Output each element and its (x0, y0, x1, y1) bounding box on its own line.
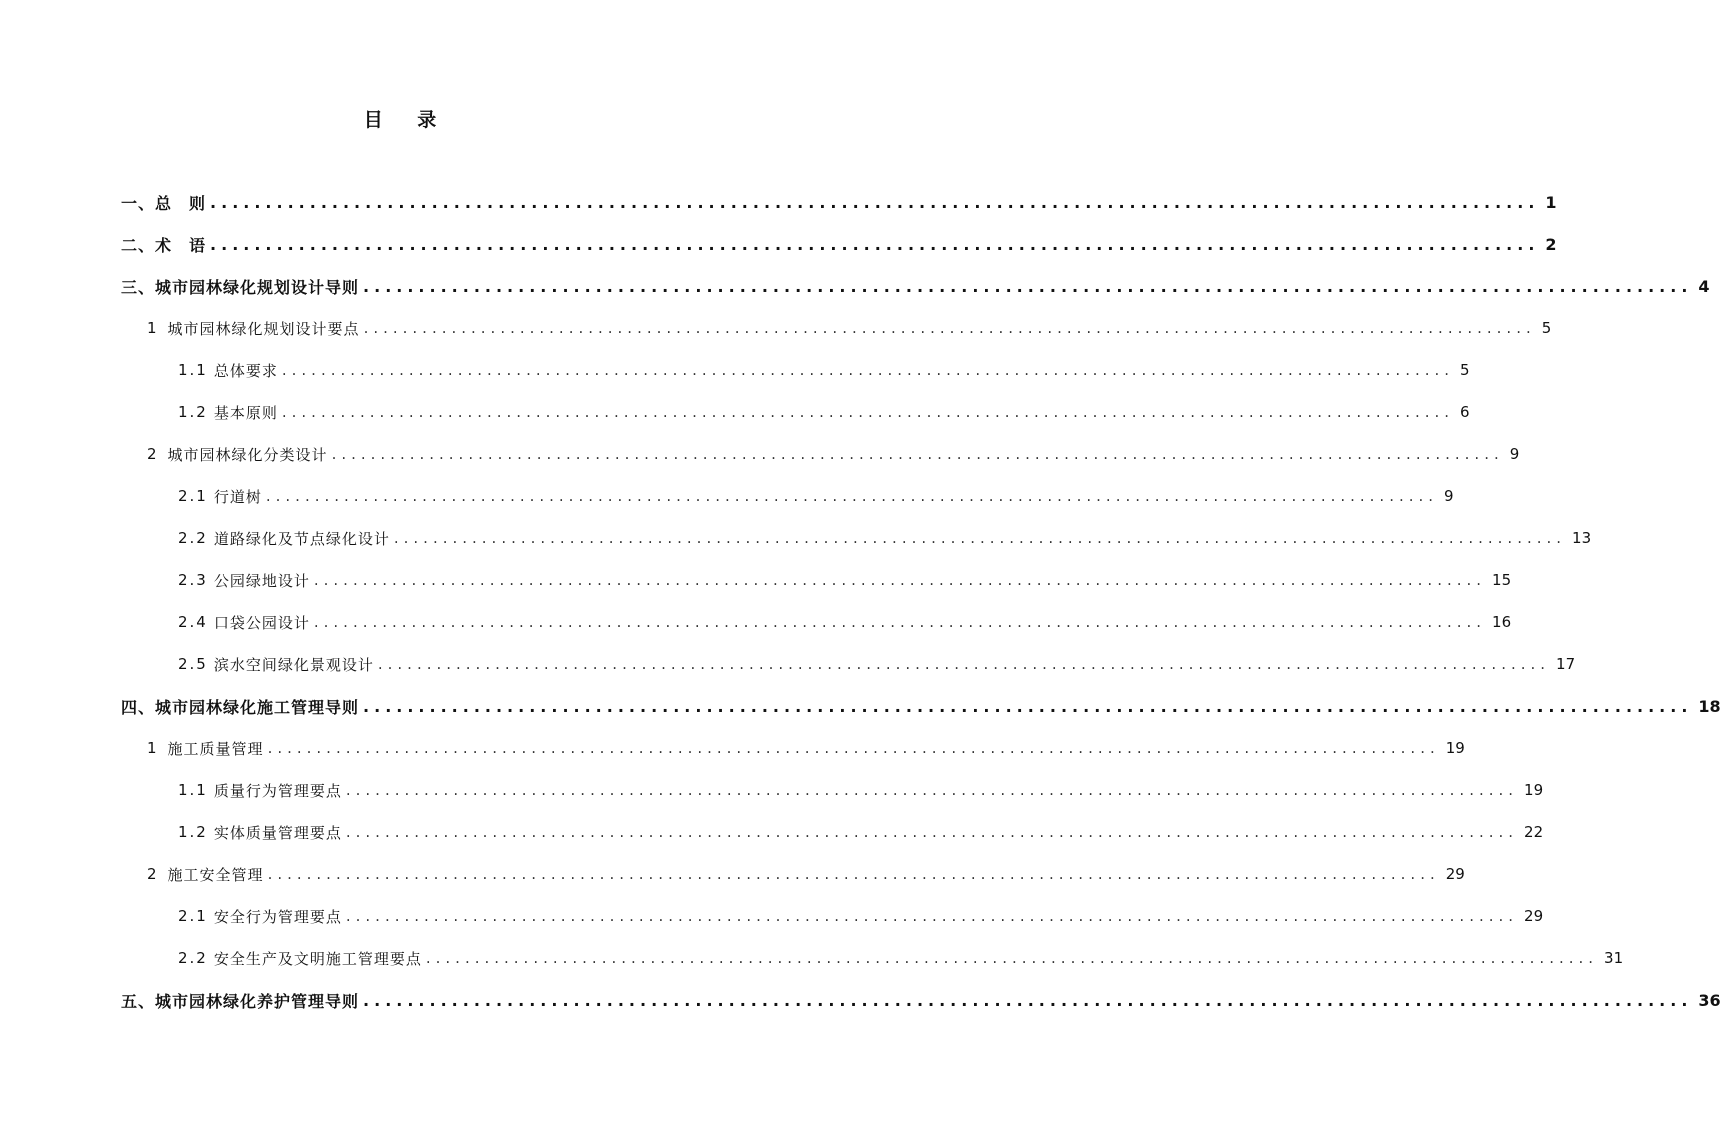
toc-dot-leader: ........................................................................................................................ (331, 445, 1504, 463)
toc-entry-title: 城市园林绿化养护管理导则 (155, 991, 360, 1011)
toc-entry-number: 1.2 (178, 403, 208, 421)
toc-entry-number: 1.1 (178, 781, 208, 799)
toc-entry[interactable] (0, 475, 1454, 517)
toc-entry-page-number: 6 (1460, 403, 1470, 421)
toc-dot-leader: ........................................................................................................................ (267, 739, 1440, 757)
toc-entry[interactable] (0, 769, 1544, 811)
toc-dot-leader: ........................................................................................................................ (363, 990, 1693, 1010)
toc-entry-number: 1 (147, 319, 158, 337)
toc-entry-number: 1.2 (178, 823, 208, 841)
toc-entry-page-number: 9 (1444, 487, 1454, 505)
toc-dot-leader: ........................................................................................................................ (345, 823, 1519, 841)
toc-entry-page-number: 19 (1524, 781, 1544, 799)
toc-entry-page-number: 13 (1572, 529, 1592, 547)
toc-entry[interactable] (0, 433, 1520, 475)
toc-entry-title: 施工安全管理 (167, 865, 264, 884)
toc-entry-number: 一、 (121, 193, 156, 213)
toc-dot-leader: ........................................................................................................................ (265, 487, 1439, 505)
toc-dot-leader: ........................................................................................................................ (267, 865, 1440, 883)
toc-entry-page-number: 29 (1445, 865, 1465, 883)
table-of-contents (0, 181, 1721, 1021)
toc-entry-page-number: 16 (1492, 613, 1512, 631)
toc-entry-page-number: 18 (1698, 696, 1721, 716)
toc-entry[interactable] (0, 307, 1552, 349)
toc-entry-page-number: 17 (1556, 655, 1576, 673)
toc-entry-page-number: 4 (1698, 276, 1710, 296)
toc-dot-leader: ........................................................................................................................ (377, 655, 1551, 673)
toc-entry-page-number: 19 (1445, 739, 1465, 757)
toc-entry[interactable] (0, 517, 1592, 559)
toc-entry-number: 四、 (121, 697, 156, 717)
toc-entry-number: 2.2 (178, 529, 208, 547)
toc-dot-leader: ........................................................................................................................ (393, 529, 1567, 547)
toc-entry-title: 基本原则 (213, 403, 278, 422)
toc-entry-title: 城市园林绿化分类设计 (167, 445, 328, 464)
toc-dot-leader: ........................................................................................................................ (313, 571, 1487, 589)
toc-entry[interactable] (0, 181, 1557, 223)
toc-entry-title: 施工质量管理 (167, 739, 264, 758)
toc-entry-number: 2.1 (178, 487, 208, 505)
toc-entry-number: 2.2 (178, 949, 208, 967)
toc-entry-title: 安全行为管理要点 (213, 907, 342, 926)
toc-dot-leader: ........................................................................................................................ (425, 949, 1599, 967)
toc-entry-page-number: 5 (1541, 319, 1552, 337)
toc-entry[interactable] (0, 853, 1465, 895)
toc-entry-number: 1 (147, 739, 158, 757)
toc-entry-title: 总体要求 (213, 361, 278, 380)
toc-entry-title: 城市园林绿化规划设计要点 (167, 319, 360, 338)
toc-dot-leader: ........................................................................................................................ (313, 613, 1487, 631)
toc-dot-leader: ........................................................................................................................ (363, 276, 1693, 296)
toc-entry[interactable] (0, 559, 1512, 601)
toc-entry[interactable] (0, 223, 1557, 265)
toc-entry-title: 术 语 (155, 235, 207, 255)
toc-entry-title: 总 则 (155, 193, 207, 213)
toc-entry[interactable] (0, 895, 1544, 937)
toc-entry-number: 2.4 (178, 613, 208, 631)
toc-entry-number: 2.5 (178, 655, 208, 673)
toc-entry-page-number: 2 (1545, 234, 1557, 254)
toc-entry[interactable] (0, 265, 1710, 307)
toc-dot-leader: ........................................................................................................................ (210, 192, 1540, 212)
toc-entry-title: 质量行为管理要点 (213, 781, 342, 800)
toc-entry-number: 2 (147, 865, 158, 883)
toc-entry-page-number: 5 (1460, 361, 1470, 379)
toc-entry-title: 行道树 (213, 487, 262, 506)
toc-entry-number: 2 (147, 445, 158, 463)
toc-dot-leader: ........................................................................................................................ (363, 319, 1536, 337)
toc-entry[interactable] (0, 811, 1544, 853)
toc-entry[interactable] (0, 601, 1512, 643)
toc-entry[interactable] (0, 685, 1721, 727)
toc-entry-title: 滨水空间绿化景观设计 (213, 655, 374, 674)
toc-entry-title: 城市园林绿化规划设计导则 (155, 277, 360, 297)
toc-entry[interactable] (0, 391, 1470, 433)
toc-entry-title: 实体质量管理要点 (213, 823, 342, 842)
toc-entry-page-number: 22 (1524, 823, 1544, 841)
toc-entry-number: 三、 (121, 277, 156, 297)
page-title: 目 录 (363, 109, 451, 131)
toc-dot-leader: ........................................................................................................................ (363, 696, 1693, 716)
toc-entry[interactable] (0, 979, 1721, 1021)
toc-dot-leader: ........................................................................................................................ (210, 234, 1540, 254)
toc-entry-page-number: 36 (1698, 990, 1721, 1010)
toc-entry-number: 2.1 (178, 907, 208, 925)
toc-entry[interactable] (0, 727, 1465, 769)
toc-entry-title: 城市园林绿化施工管理导则 (155, 697, 360, 717)
toc-entry-number: 二、 (121, 235, 156, 255)
toc-entry-title: 口袋公园设计 (213, 613, 310, 632)
toc-entry-page-number: 15 (1492, 571, 1512, 589)
toc-entry-page-number: 9 (1509, 445, 1520, 463)
toc-entry-page-number: 31 (1604, 949, 1624, 967)
toc-dot-leader: ........................................................................................................................ (345, 781, 1519, 799)
toc-entry-number: 2.3 (178, 571, 208, 589)
toc-dot-leader: ........................................................................................................................ (281, 361, 1455, 379)
toc-entry-number: 五、 (121, 991, 156, 1011)
toc-dot-leader: ........................................................................................................................ (281, 403, 1455, 421)
toc-entry-page-number: 29 (1524, 907, 1544, 925)
toc-entry-number: 1.1 (178, 361, 208, 379)
toc-entry-title: 道路绿化及节点绿化设计 (213, 529, 390, 548)
toc-dot-leader: ........................................................................................................................ (345, 907, 1519, 925)
toc-entry-title: 公园绿地设计 (213, 571, 310, 590)
toc-entry[interactable] (0, 349, 1470, 391)
toc-entry[interactable] (0, 643, 1576, 685)
toc-entry-page-number: 1 (1545, 192, 1557, 212)
toc-entry[interactable] (0, 937, 1624, 979)
toc-entry-title: 安全生产及文明施工管理要点 (213, 949, 422, 968)
